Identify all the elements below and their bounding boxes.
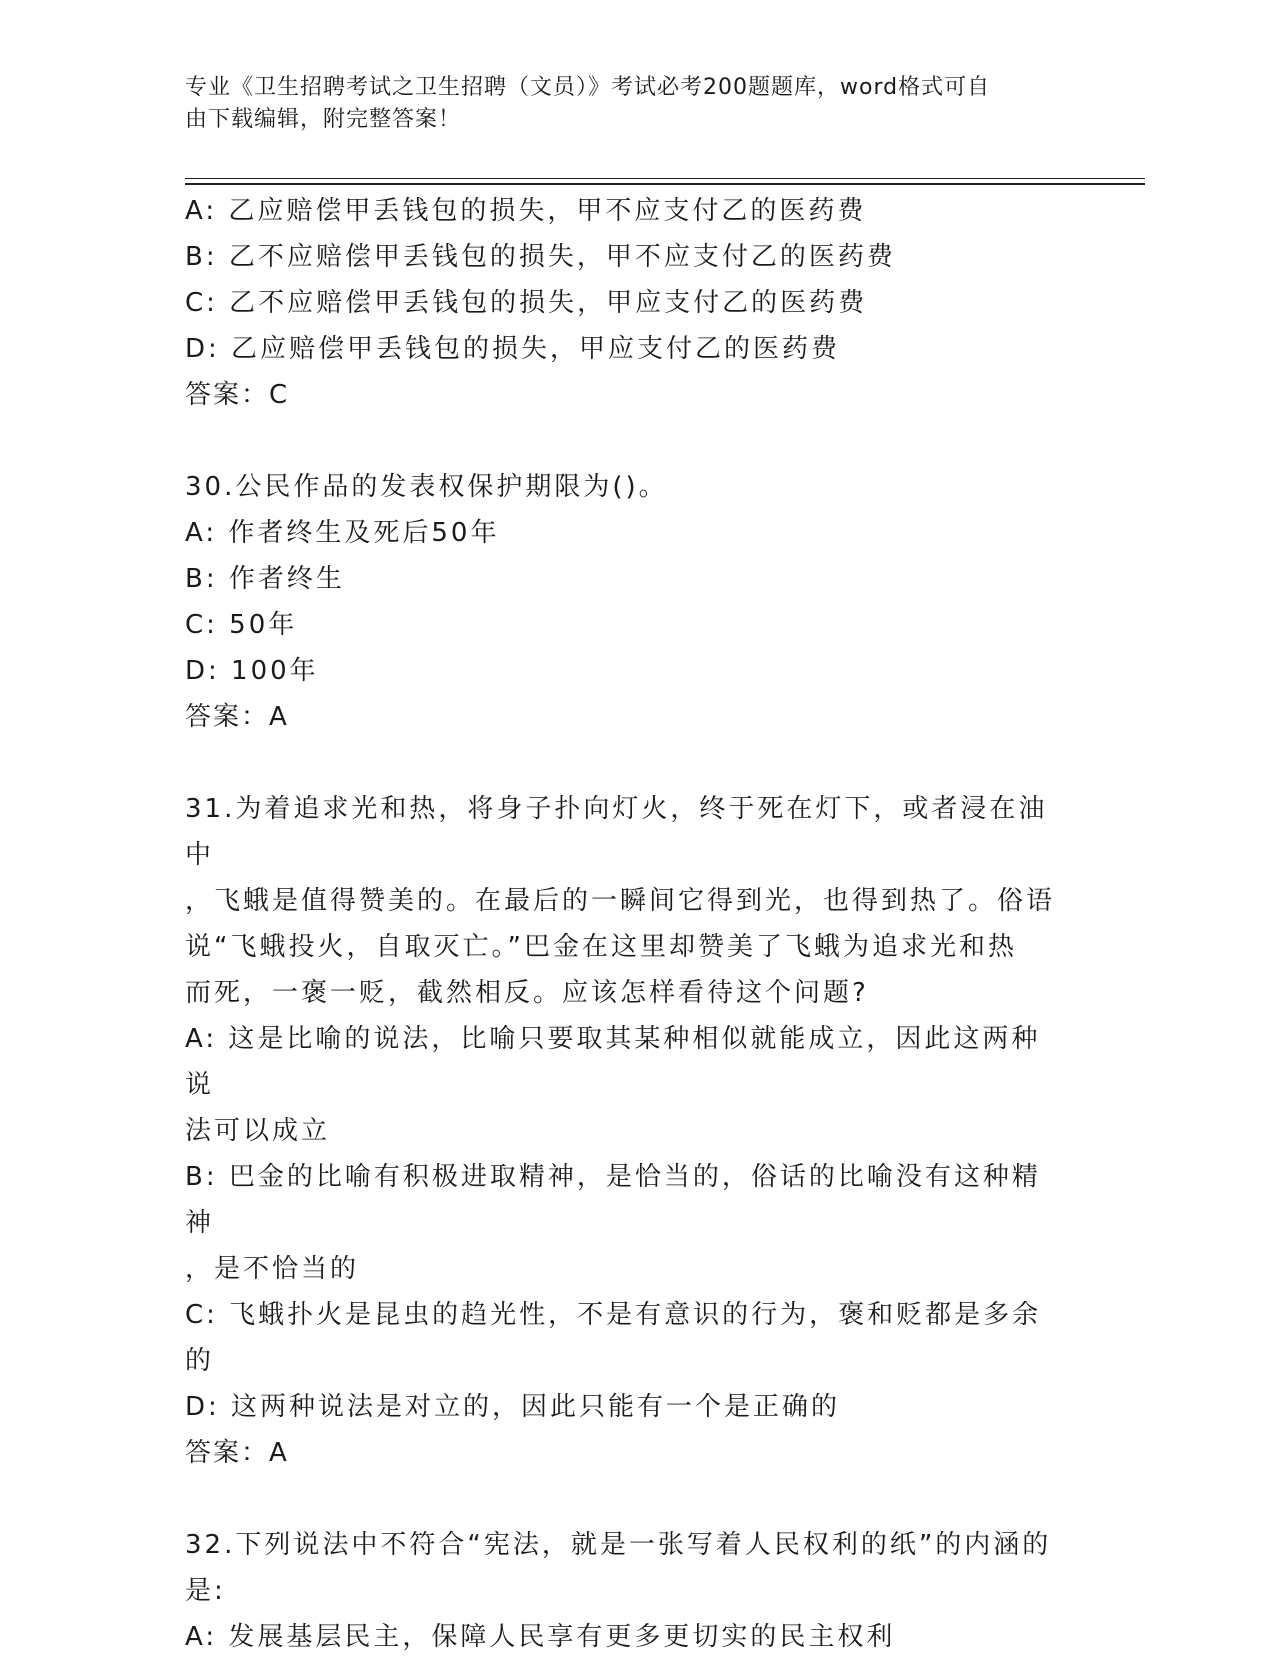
option-a: A: 发展基层民主，保障人民享有更多更切实的民主权利 <box>185 1622 896 1652</box>
question-30 <box>185 464 1065 740</box>
question-stem-line: 32.下列说法中不符合“宪法，就是一张写着人民权利的纸”的内涵的 <box>185 1530 1052 1560</box>
question-29-continued <box>185 188 1065 418</box>
question-32 <box>185 1522 1065 1660</box>
option-a-line-1: A: 这是比喻的说法，比喻只要取其某种相似就能成立，因此这两种说 <box>185 1024 1041 1100</box>
option-a: A: 作者终生及死后50年 <box>185 518 500 548</box>
header-divider-thick <box>185 183 1145 185</box>
question-31 <box>185 786 1065 1476</box>
header-divider-thin <box>185 178 1145 179</box>
question-stem-line: 说“飞蛾投火，自取灭亡。”巴金在这里却赞美了飞蛾为追求光和热 <box>185 932 1017 962</box>
question-stem-line: 是: <box>185 1576 226 1606</box>
answer-line: 答案：A <box>185 702 289 732</box>
option-d: D: 这两种说法是对立的，因此只能有一个是正确的 <box>185 1392 841 1422</box>
option-a: A: 乙应赔偿甲丢钱包的损失，甲不应支付乙的医药费 <box>185 196 867 226</box>
question-stem-line: 而死，一褒一贬，截然相反。应该怎样看待这个问题? <box>185 978 869 1008</box>
option-c: C: 乙不应赔偿甲丢钱包的损失，甲应支付乙的医药费 <box>185 288 868 318</box>
question-stem-line: 31.为着追求光和热，将身子扑向灯火，终于死在灯下，或者浸在油中 <box>185 794 1048 870</box>
header-line-2: 由下载编辑，附完整答案！ <box>185 107 462 132</box>
option-d: D: 乙应赔偿甲丢钱包的损失，甲应支付乙的医药费 <box>185 334 841 364</box>
option-c: C: 飞蛾扑火是昆虫的趋光性，不是有意识的行为，褒和贬都是多余的 <box>185 1300 1042 1376</box>
option-b: B: 作者终生 <box>185 564 345 594</box>
option-b: B: 乙不应赔偿甲丢钱包的损失，甲不应支付乙的医药费 <box>185 242 896 272</box>
option-d: D: 100年 <box>185 656 319 686</box>
question-stem-line: ，飞蛾是值得赞美的。在最后的一瞬间它得到光，也得到热了。俗语 <box>185 886 1056 916</box>
answer-line: 答案：C <box>185 380 290 410</box>
header-line-1: 专业《卫生招聘考试之卫生招聘（文员）》考试必考200题题库，word格式可自 <box>185 75 991 100</box>
document-body <box>185 188 1065 1660</box>
option-c: C: 50年 <box>185 610 298 640</box>
option-a-line-2: 法可以成立 <box>185 1116 331 1146</box>
document-header <box>185 72 1065 136</box>
option-b-line-2: ，是不恰当的 <box>185 1254 360 1284</box>
answer-line: 答案：A <box>185 1438 289 1468</box>
question-stem: 30.公民作品的发表权保护期限为()。 <box>185 472 668 502</box>
option-b-line-1: B: 巴金的比喻有积极进取精神，是恰当的，俗话的比喻没有这种精神 <box>185 1162 1041 1238</box>
